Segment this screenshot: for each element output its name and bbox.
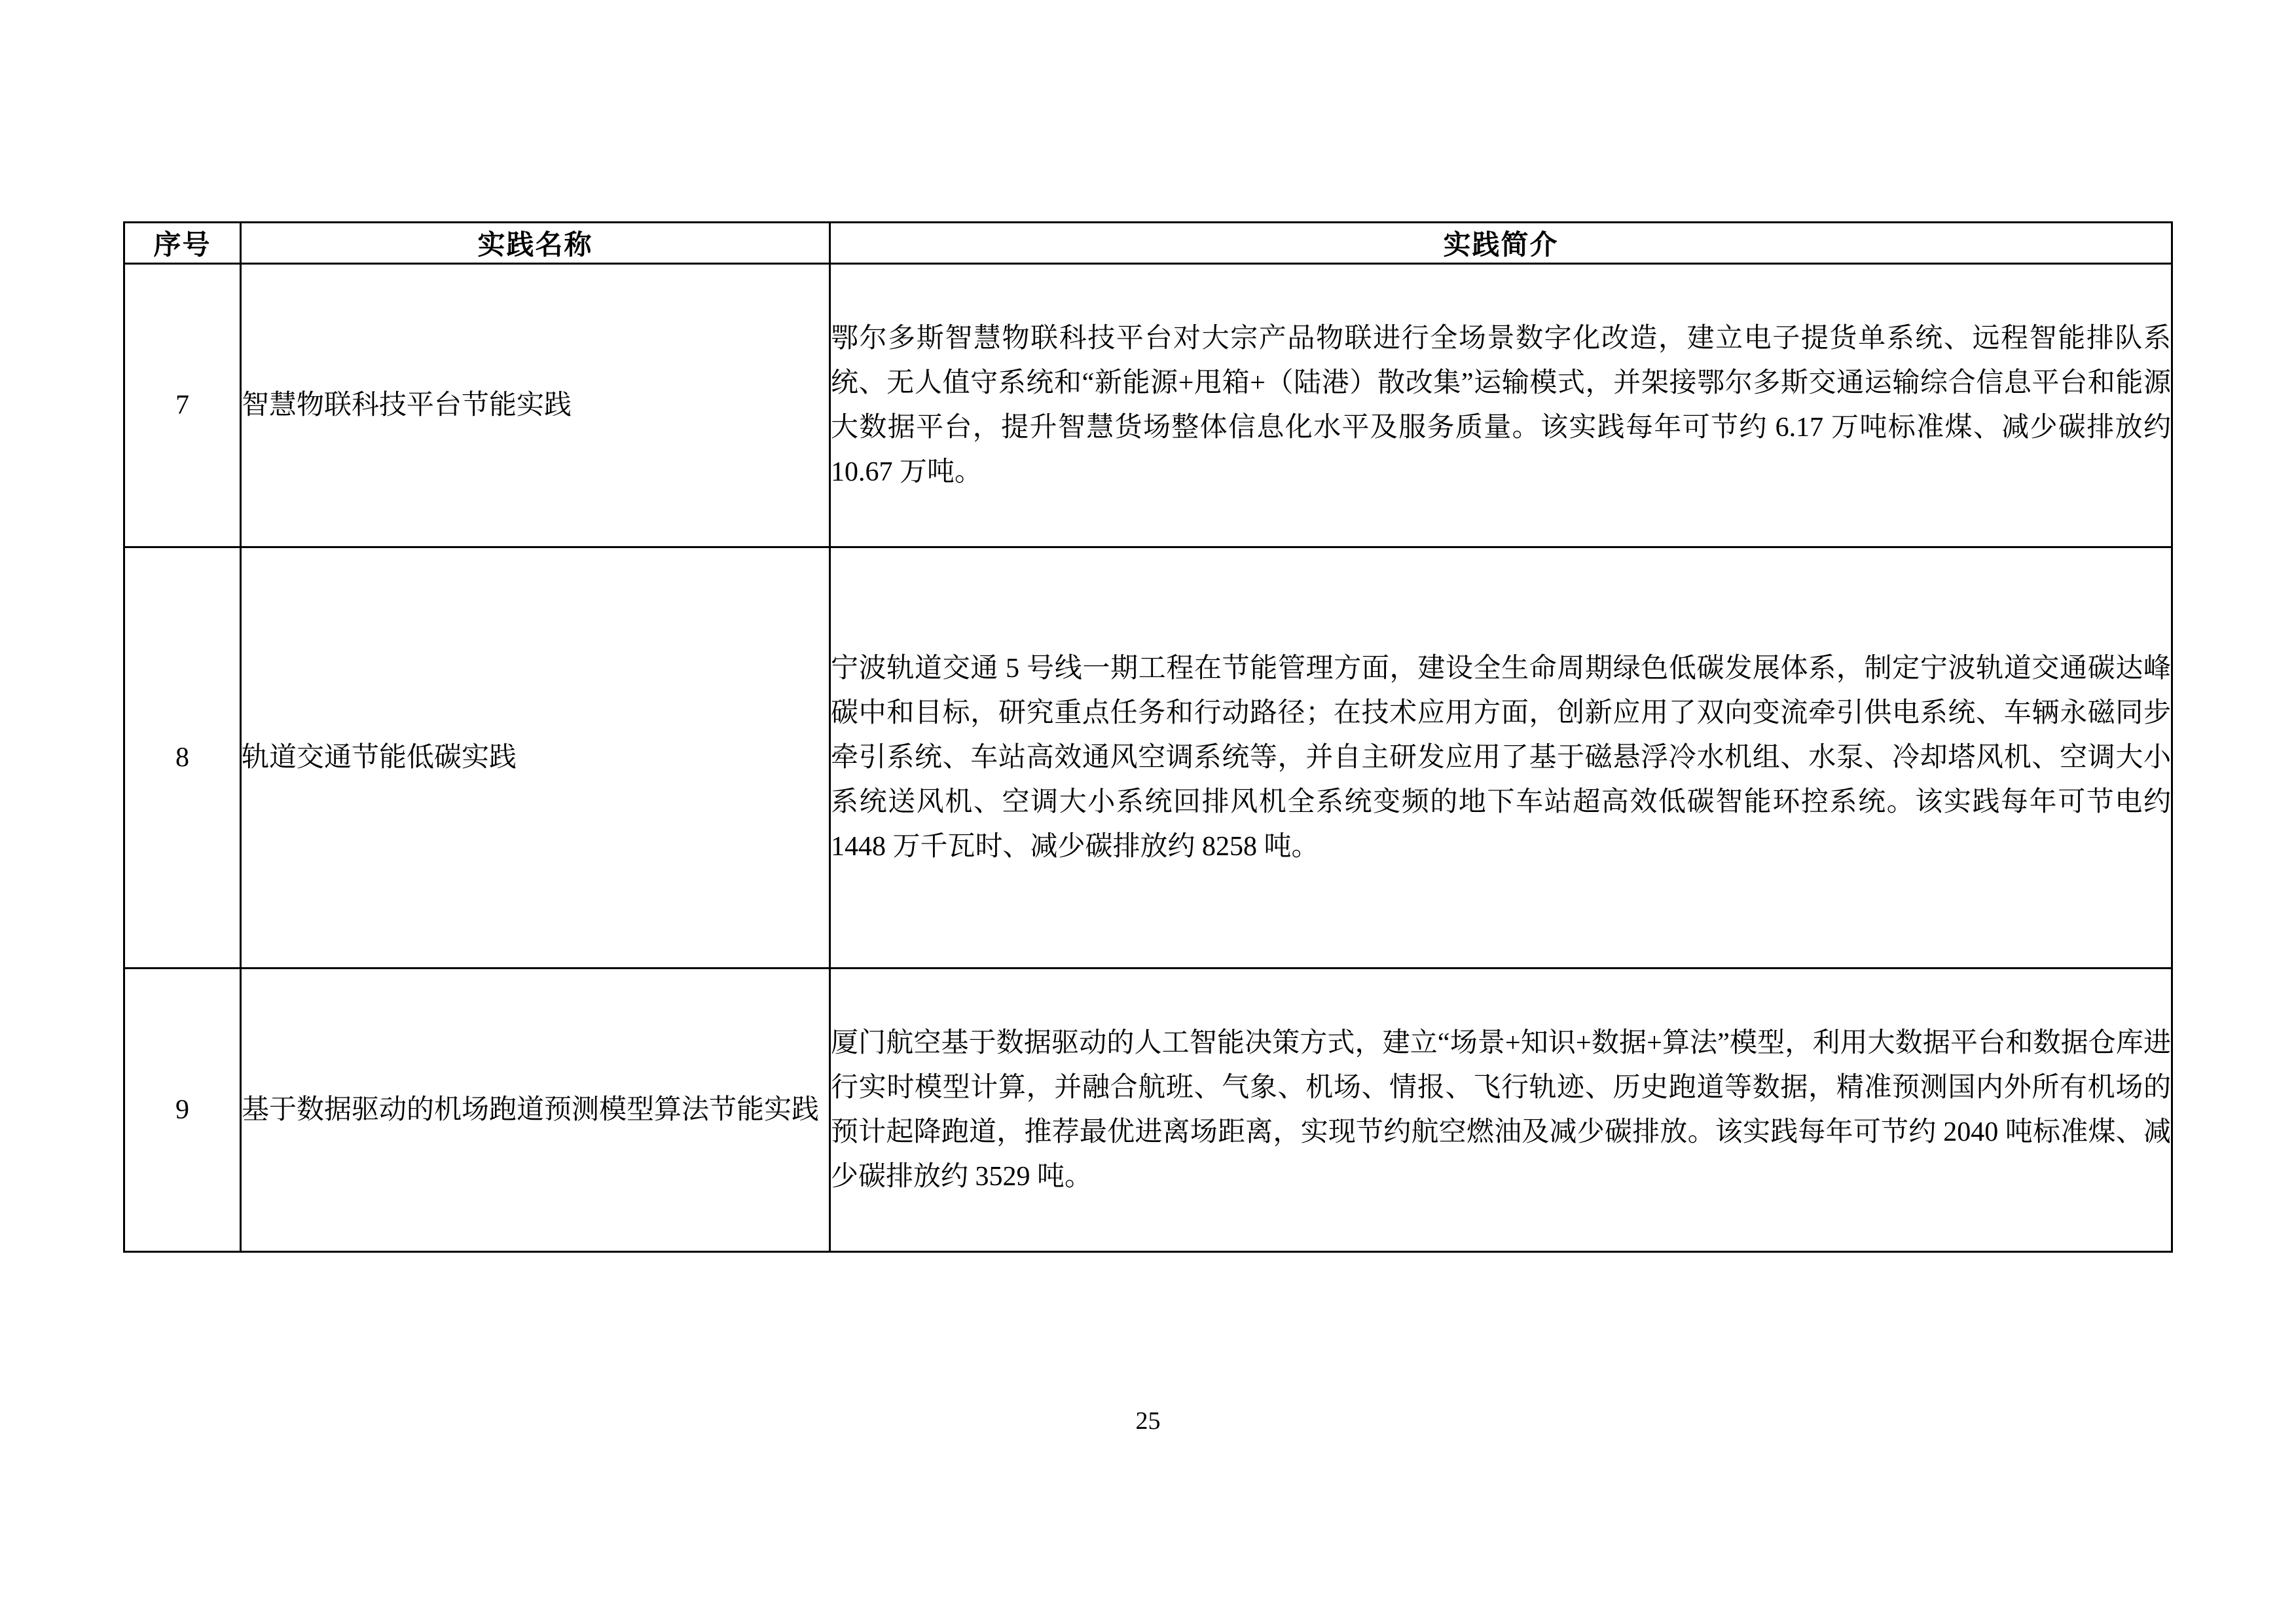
practice-description: 厦门航空基于数据驱动的人工智能决策方式，建立“场景+知识+数据+算法”模型，利用大数据平台和数据仓库进行实时模型计算，并融合航班、气象、机场、情报、飞行轨迹、历史跑道等数据，精准预测国内外所有机场的预计起降跑道，推荐最优进离场距离，实现节约航空燃油及减少碳排放。该实践每年可节约 2040 吨标准煤、减少碳排放约 3529 吨。 — [830, 969, 2172, 1252]
page-number: 25 — [1135, 1407, 1161, 1435]
practice-description: 鄂尔多斯智慧物联科技平台对大宗产品物联进行全场景数字化改造，建立电子提货单系统、远程智能排队系统、无人值守系统和“新能源+甩箱+（陆港）散改集”运输模式，并架接鄂尔多斯交通运输综合信息平台和能源大数据平台，提升智慧货场整体信息化水平及服务质量。该实践每年可节约 6.17 万吨标准煤、减少碳排放约 10.67 万吨。 — [830, 264, 2172, 547]
practice-name: 基于数据驱动的机场跑道预测模型算法节能实践 — [241, 969, 830, 1252]
practice-name: 智慧物联科技平台节能实践 — [241, 264, 830, 547]
column-header-name: 实践名称 — [241, 223, 830, 264]
column-header-desc: 实践简介 — [830, 223, 2172, 264]
table-row — [124, 547, 2172, 969]
row-number: 9 — [124, 969, 241, 1252]
practices-table — [123, 221, 2173, 1253]
practice-description: 宁波轨道交通 5 号线一期工程在节能管理方面，建设全生命周期绿色低碳发展体系，制定宁波轨道交通碳达峰碳中和目标，研究重点任务和行动路径；在技术应用方面，创新应用了双向变流牵引供电系统、车辆永磁同步牵引系统、车站高效通风空调系统等，并自主研发应用了基于磁悬浮冷水机组、水泵、冷却塔风机、空调大小系统送风机、空调大小系统回排风机全系统变频的地下车站超高效低碳智能环控系统。该实践每年可节电约 1448 万千瓦时、减少碳排放约 8258 吨。 — [830, 547, 2172, 969]
table-row — [124, 264, 2172, 547]
table-header-row — [124, 223, 2172, 264]
practice-name: 轨道交通节能低碳实践 — [241, 547, 830, 969]
row-number: 8 — [124, 547, 241, 969]
table-row — [124, 969, 2172, 1252]
column-header-no: 序号 — [124, 223, 241, 264]
row-number: 7 — [124, 264, 241, 547]
